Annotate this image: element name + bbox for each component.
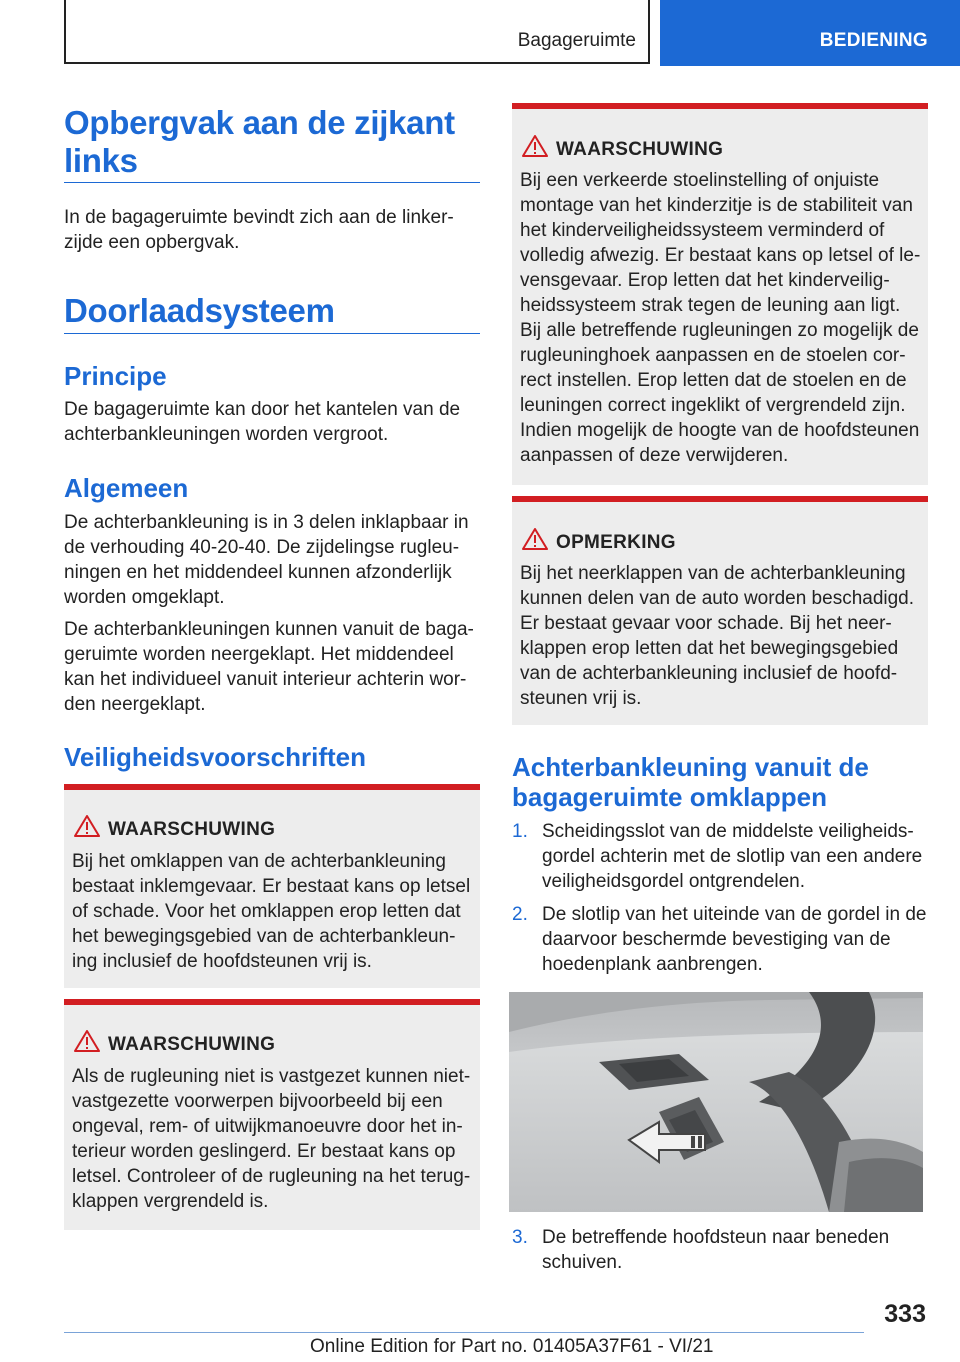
text-line: of schade. Voor het omklappen erop letten dat [72, 901, 461, 922]
heading-rule [64, 333, 480, 334]
warning-box-3 [512, 103, 928, 485]
text-line: vastgezette voorwerpen bijvoorbeeld bij een [72, 1091, 443, 1112]
warning-text [72, 1064, 474, 1214]
heading-principle: Principe [64, 361, 167, 391]
warning-text [520, 168, 922, 468]
text-line: letsel. Controleer of de rugleuning na het terug- [72, 1166, 471, 1187]
text-line: ningen en het middendeel kunnen afzonderlijk [64, 562, 452, 583]
warning-title: WAARSCHUWING [556, 139, 724, 160]
text-line: kunnen delen van de auto worden beschadigd. [520, 588, 915, 609]
heading-rule [64, 182, 480, 183]
text-line: Als de rugleuning niet is vastgezet kunnen niet- [72, 1066, 471, 1087]
step-number: 2. [512, 904, 528, 925]
text-line: daarvoor beschermde bevestiging van de [542, 929, 891, 950]
header-section-title: Bagageruimte [517, 30, 636, 51]
paragraph-general-1 [64, 510, 469, 610]
step-text [542, 1225, 932, 1275]
text-line: den neergeklapt. [64, 694, 206, 715]
text-line: hoedenplank aanbrengen. [542, 954, 763, 975]
illustration-belt-stowage [509, 992, 923, 1212]
text-line: leuningen correct ingeklikt of vergrendeld zijn. [520, 395, 906, 416]
text-line: De betreffende hoofdsteun naar beneden [542, 1227, 890, 1248]
warning-triangle-icon [74, 1029, 100, 1053]
text-line: het kinderveiligheidssysteem verminderd of [520, 220, 885, 241]
heading-line: bagageruimte omklappen [512, 782, 827, 812]
text-line: worden omgeklapt. [64, 587, 225, 608]
text-line: rect instellen. Erop letten dat de stoelen en de [520, 370, 907, 391]
warning-triangle-icon [74, 814, 100, 838]
text-line: gordel achterin met de slotlip van een andere [542, 846, 923, 867]
text-line: Scheidingsslot van de middelste veiligheids- [542, 821, 914, 842]
header-chapter-tab [660, 0, 960, 66]
text-line: vensgevaar. Erop letten dat het kinderveilig- [520, 270, 890, 291]
heading-safety: Veiligheidsvoorschriften [64, 742, 366, 772]
list-item-step-3 [512, 1225, 928, 1277]
text-line: aanpassen of deze verwijderen. [520, 445, 789, 466]
text-line: Bij alle betreffende rugleuningen zo mogelijk de [520, 320, 919, 341]
text-line: ongeval, rem- of uitwijkmanoeuvre door het in- [72, 1116, 463, 1137]
list-item-step-1 [512, 819, 928, 899]
step-text [542, 819, 932, 894]
list-item-step-2 [512, 902, 928, 982]
page-number: 333 [884, 1300, 926, 1328]
text-line: ing inclusief de hoofdsteunen vrij is. [72, 951, 372, 972]
heading-storage-line2: links [64, 142, 138, 179]
heading-line: Achterbankleuning vanuit de [512, 752, 869, 782]
text-line: De achterbankleuningen kunnen vanuit de baga- [64, 619, 474, 640]
note-title: OPMERKING [556, 532, 676, 553]
text-line: Bij het neerklappen van de achterbankleuning [520, 563, 906, 584]
warning-box-1 [64, 784, 480, 988]
text-line: schuiven. [542, 1252, 623, 1273]
text-line: Bij het omklappen van de achterbankleuning [72, 851, 446, 872]
heading-fold-backrest [512, 752, 869, 812]
paragraph-general-2 [64, 617, 474, 717]
warning-triangle-icon [522, 527, 548, 551]
warning-text [72, 849, 474, 974]
warning-box-2 [64, 999, 480, 1230]
heading-loadthrough: Doorlaadsysteem [64, 292, 335, 329]
text-line: De achterbankleuning is in 3 delen inklapbaar in [64, 512, 469, 533]
warning-title: WAARSCHUWING [108, 1034, 276, 1055]
belt-stowage-photo [509, 992, 923, 1212]
text-line: van de achterbankleuning inclusief de hoofd- [520, 663, 898, 684]
text-line: achterbankleuningen worden vergroot. [64, 424, 389, 445]
text-line: De bagageruimte kan door het kantelen van de [64, 399, 461, 420]
warning-title: WAARSCHUWING [108, 819, 276, 840]
paragraph-principle [64, 397, 460, 447]
header-chapter-title: BEDIENING [819, 30, 928, 51]
warning-triangle-icon [522, 134, 548, 158]
text-line: heidssysteem strak tegen de leuning aan ligt. [520, 295, 901, 316]
header-section-box [64, 0, 650, 64]
text-line: het bewegingsgebied van de achterbankleun- [72, 926, 456, 947]
text-line: geruimte worden neergeklapt. Het middendeel [64, 644, 454, 665]
heading-storage [64, 104, 455, 180]
note-box [512, 496, 928, 725]
text-line: Bij een verkeerde stoelinstelling of onjuiste [520, 170, 880, 191]
text-line: rugleuninghoek aanpassen en de stoelen cor- [520, 345, 906, 366]
footer-rule [64, 1332, 864, 1333]
note-text [520, 561, 922, 711]
text-line: Indien mogelijk de hoogte van de hoofdsteunen [520, 420, 920, 441]
text-line: kan het individueel vanuit interieur achterin wor- [64, 669, 467, 690]
heading-storage-line1: Opbergvak aan de zijkant [64, 104, 455, 141]
paragraph-storage [64, 205, 454, 255]
text-line: In de bagageruimte bevindt zich aan de linker- [64, 207, 454, 228]
text-line: volledig afwezig. Er bestaat kans op letsel of le- [520, 245, 921, 266]
text-line: steunen vrij is. [520, 688, 642, 709]
step-number: 1. [512, 821, 528, 842]
footer-edition: Online Edition for Part no. 01405A37F61 - VI/21 [310, 1336, 714, 1357]
text-line: bestaat inklemgevaar. Er bestaat kans op letsel [72, 876, 471, 897]
heading-general: Algemeen [64, 473, 189, 503]
text-line: De slotlip van het uiteinde van de gordel in de [542, 904, 927, 925]
text-line: Er bestaat gevaar voor schade. Bij het neer- [520, 613, 892, 634]
text-line: klappen erop letten dat het bewegingsgebied [520, 638, 899, 659]
text-line: veiligheidsgordel ontgrendelen. [542, 871, 806, 892]
text-line: klappen vergrendeld is. [72, 1191, 269, 1212]
text-line: de verhouding 40-20-40. De zijdelingse rugleu- [64, 537, 460, 558]
text-line: montage van het kinderzitje is de stabiliteit van [520, 195, 913, 216]
text-line: zijde een opbergvak. [64, 232, 240, 253]
step-text [542, 902, 932, 977]
text-line: terieur worden geslingerd. Er bestaat kans op [72, 1141, 456, 1162]
step-number: 3. [512, 1227, 528, 1248]
